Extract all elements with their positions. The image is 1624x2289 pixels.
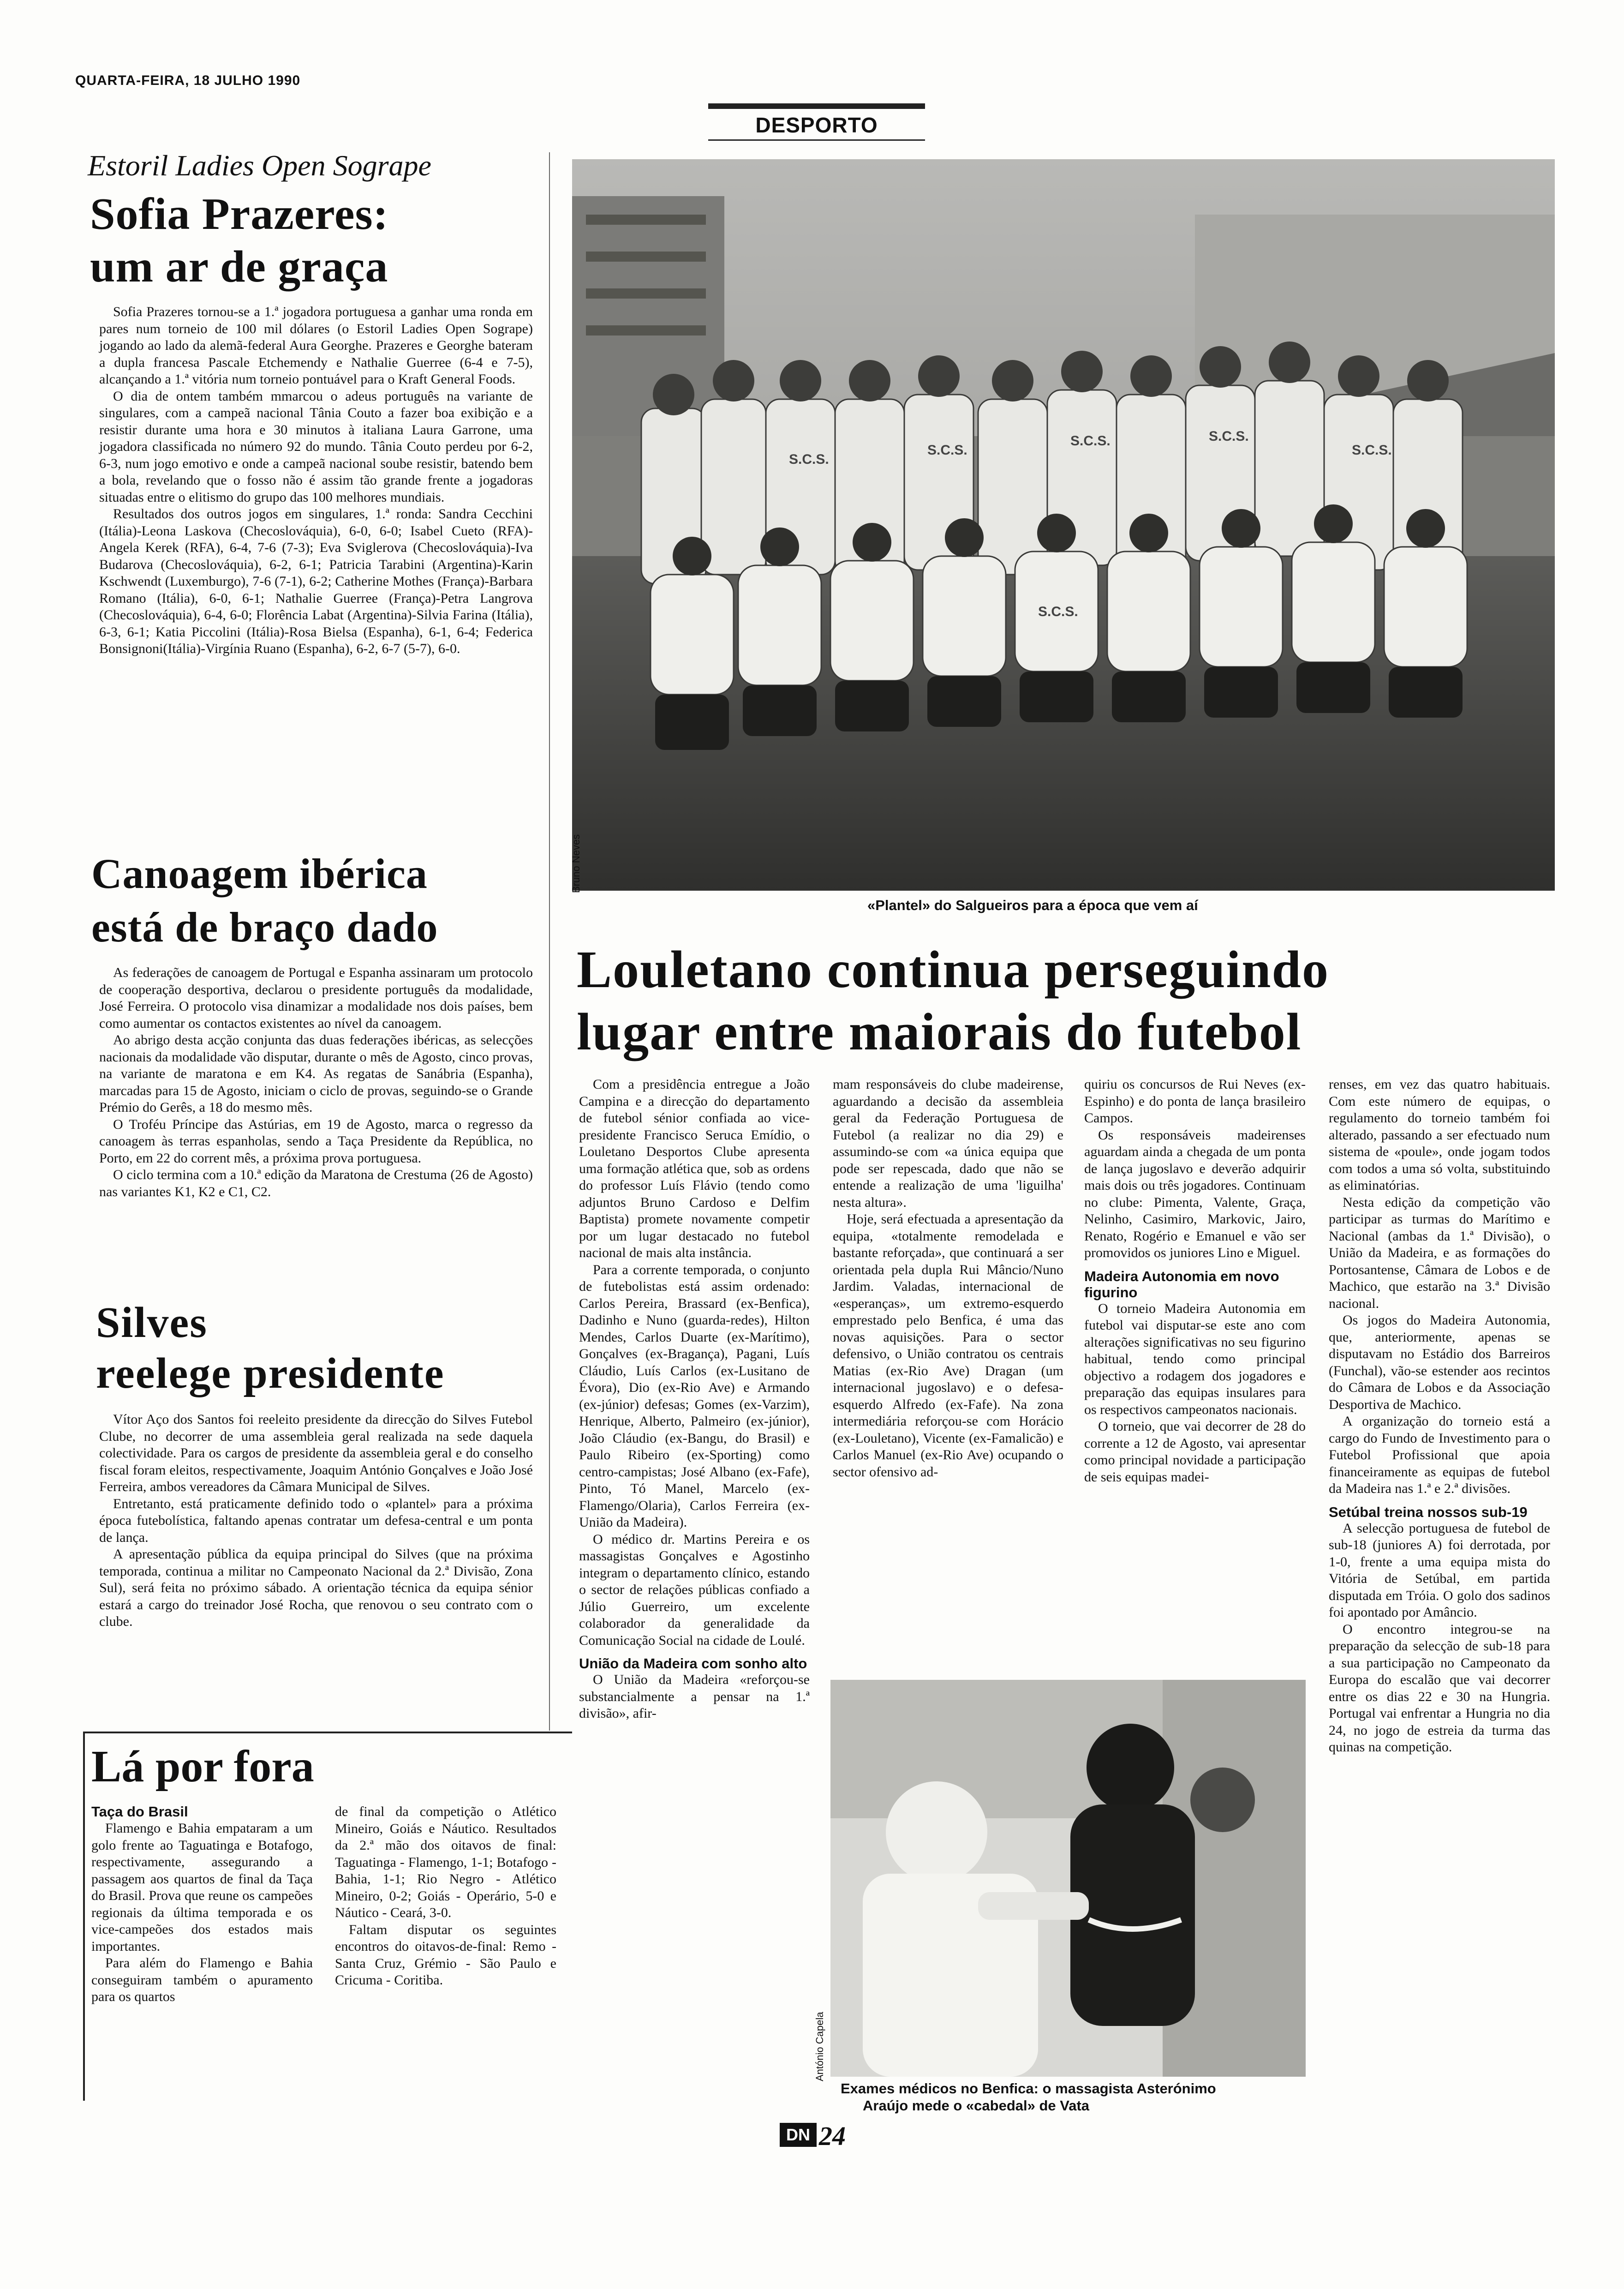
section-rule-bottom xyxy=(708,139,925,141)
louletano-col1 xyxy=(579,1076,810,1722)
louletano-p3: O médico dr. Martins Pereira e os massagistas Gonçalves e Agostinho integram o departamento clínico, estando o sector de relações públicas confiado a Júlio Guerreiro, um excelente colaborador da generalidade da Comunicação Social na cidade de Loulé. xyxy=(579,1531,810,1648)
silves-article xyxy=(99,1411,533,1630)
madeira-autonomia-subhead: Madeira Autonomia em novo figurino xyxy=(1084,1268,1279,1300)
la-por-fora-rule-left xyxy=(83,1732,85,2101)
salgueiros-team-photo xyxy=(572,159,1555,891)
la-por-fora-p4: Faltam disputar os seguintes encontros do oitavos-de-final: Remo - Santa Cruz, Grémio - São Paulo e Cricuma - Coritiba. xyxy=(335,1922,556,1988)
louletano-col3-p1: quiriu os concursos de Rui Neves (ex-Espinho) e do ponta de lança brasileiro Campos. xyxy=(1084,1077,1306,1126)
canoagem-p4: O ciclo termina com a 10.ª edição da Maratona de Crestuma (26 de Agosto) nas variantes K1, K2 e C1, C2. xyxy=(99,1167,533,1199)
benfica-caption-2: Araújo mede o «cabedal» de Vata xyxy=(863,2097,1090,2114)
dateline: QUARTA-FEIRA, 18 JULHO 1990 xyxy=(75,73,301,88)
setubal-p2: O encontro integrou-se na preparação da selecção de sub-18 para a sua participação no Campeonato da Europa do escalão que vai decorrer entre os dias 22 e 30 na Hungria. Portugal vai enfrentar a Hungria no dia 24, no jogo de estreia da turma das quinas na competição. xyxy=(1329,1621,1550,1755)
la-por-fora-headline: Lá por fora xyxy=(91,1742,314,1792)
estoril-kicker: Estoril Ladies Open Sogrape xyxy=(88,149,431,182)
la-por-fora-p2: Para além do Flamengo e Bahia conseguiram também o apuramento para os quartos xyxy=(91,1955,313,2004)
silves-p3: A apresentação pública da equipa principal do Silves (que na próxima temporada, continua a militar no Campeonato Nacional da 2.ª Divisão, Zona Sul), será feita no próximo sábado. A orientação técnica da equipa sénior estará a cargo do treinador José Rocha, que renovou o seu contrato com o clube. xyxy=(99,1546,533,1629)
canoagem-p1: As federações de canoagem de Portugal e Espanha assinaram um protocolo de cooperação desportiva, declarou o presidente português da modalidade, José Ferreira. O protocolo visa dinamizar a modalidade nos dois países, bem como aumentar os contactos existentes ao nível da canoagem. xyxy=(99,965,533,1031)
benfica-photo-credit: António Capela xyxy=(814,2012,825,2081)
jersey-label: S.C.S. xyxy=(1038,604,1078,619)
louletano-p1: Com a presidência entregue a João Campina e a direcção do departamento de futebol sénior confiada ao vice-presidente Francisco Seruca Emídio, o Louletano Desportos Clube apresenta uma formação atlética que, sob as ordens do professor Luís Flávio (tendo como adjuntos Bruno Cardoso e Delfim Baptista) promete novamente competir por um lugar destacado no futebol nacional de mais alta instância. xyxy=(579,1077,810,1260)
madeira-p2: O torneio, que vai decorrer de 28 do corrente a 12 de Agosto, vai apresentar como principal novidade a participação de seis equipas madei- xyxy=(1084,1419,1306,1485)
silves-p2: Entretanto, está praticamente definido todo o «plantel» para a próxima época futebolística, faltando apenas contratar um defesa-central e um ponta de lança. xyxy=(99,1496,533,1545)
team-photo-image xyxy=(572,159,1555,891)
benfica-caption-1: Exames médicos no Benfica: o massagista Asterónimo xyxy=(841,2080,1216,2097)
setubal-subhead: Setúbal treina nossos sub-19 xyxy=(1329,1504,1528,1520)
main-photo-credit: Bruno Neves xyxy=(570,834,582,893)
louletano-p2: Para a corrente temporada, o conjunto de futebolistas está assim ordenado: Carlos Pereira, Brassard (ex-Benfica), Dadinho e Nuno (guarda-redes), Hilton Mendes, Carlos Duarte (ex-Marítimo), Gonçalves (ex-Bragança), Pagani, Luís Cláudio, Luís Carlos (ex-Lusitano de Évora), Dio (ex-Rio Ave) e Armando (ex-júnior) defesas; Gomes (ex-Varzim), Henrique, Alberto, Palmeiro (ex-júnior), João Cláudio (ex-Bangu, do Brasil) e Paulo Ribeiro (ex-Sporting) como centro-campistas; José Albano (ex-Fafe), Pinto, Tó Manel, Marcelo (ex-Flamengo/Olaria), Carlos Ferreira (ex-União da Madeira). xyxy=(579,1262,810,1530)
estoril-headline-1: Sofia Prazeres: xyxy=(90,189,389,239)
col4-p1: renses, em vez das quatro habituais. Com este número de equipas, o regulamento do torneio também foi alterado, passando a ser efectuado num sistema de «poule», onde jogam todos com todos a uma só volta, substituindo as eliminatórias. xyxy=(1329,1077,1550,1193)
louletano-col4 xyxy=(1329,1076,1550,1756)
la-por-fora-rule xyxy=(83,1732,572,1733)
main-photo-caption: «Plantel» do Salgueiros para a época que vem aí xyxy=(867,897,1198,913)
jersey-label: S.C.S. xyxy=(927,443,967,458)
col4-p3: Os jogos do Madeira Autonomia, que, anteriormente, apenas se disputavam no Estádio dos Barreiros (Funchal), vão-se estender aos recintos do Câmara de Lobos e da Associação Desportiva de Machico. xyxy=(1329,1312,1550,1412)
la-por-fora-col2 xyxy=(335,1804,556,1989)
uniao-madeira-p1: O União da Madeira «reforçou-se substancialmente a pensar na 1.ª divisão», afir- xyxy=(579,1672,810,1721)
benfica-exam-photo xyxy=(830,1680,1306,2077)
uniao-madeira-subhead: União da Madeira com sonho alto xyxy=(579,1655,807,1672)
section-rule-top xyxy=(708,103,925,109)
louletano-col3-p2: Os responsáveis madeirenses aguardam ainda a chegada de um ponta de lança jugoslavo e deverão adquirir mais dois ou três jogadores. Continuam no clube: Pimenta, Valente, Graça, Nelinho, Casimiro, Markovic, Jairo, Renato, Rogério e Emanuel e vão ser promovidos os juniores Lino e Miguel. xyxy=(1084,1127,1306,1260)
louletano-col2 xyxy=(833,1076,1063,1480)
col4-p2: Nesta edição da competição vão participar as turmas do Marítimo e Nacional (ambas da 1.ª Divisão), o União da Madeira, e as formações do Portosantense, Câmara de Lobos e de Machico, que estarão na 3.ª Divisão nacional. xyxy=(1329,1194,1550,1311)
louletano-headline-2: lugar entre maiorais do futebol xyxy=(577,1002,1302,1061)
jersey-label: S.C.S. xyxy=(1209,429,1249,444)
silves-p1: Vítor Aço dos Santos foi reeleito presidente da direcção do Silves Futebol Clube, no decorrer de uma assembleia geral realizada na sede daquela colectividade. Para os cargos de presidente da assembleia geral e do conselho fiscal foram eleitos, respectivamente, Joaquim António Gonçalves e João José Ferreira, ambos vereadores da Câmara Municipal de Silves. xyxy=(99,1412,533,1494)
jersey-label: S.C.S. xyxy=(789,452,829,467)
silves-headline-2: reelege presidente xyxy=(96,1349,445,1397)
dn-logo: DN xyxy=(780,2123,817,2147)
la-por-fora-p3: de final da competição o Atlético Mineiro, Goiás e Náutico. Resultados da 2.ª mão dos oitavos de final: Taguatinga - Flamengo, 1-1; Botafogo - Bahia, 1-1; Rio Negro - Atlético Mineiro, 0-2; Goiás - Operário, 5-0 e Náutico - Ceará, 3-0. xyxy=(335,1804,556,1920)
canoagem-headline-2: está de braço dado xyxy=(91,904,438,951)
taca-brasil-subhead: Taça do Brasil xyxy=(91,1804,188,1820)
louletano-col2-p1: mam responsáveis do clube madeirense, aguardando a decisão da assembleia geral da Federação Portuguesa de Futebol (a realizar no dia 29) e assumindo-se com «a única equipa que pode ser repescada, dado que não se entende a realização de uma 'liguilha' nesta altura». xyxy=(833,1077,1063,1210)
silves-headline-1: Silves xyxy=(96,1299,208,1347)
estoril-headline-2: um ar de graça xyxy=(90,242,388,292)
louletano-col3 xyxy=(1084,1076,1306,1486)
jersey-label: S.C.S. xyxy=(1070,433,1111,449)
col4-p4: A organização do torneio está a cargo do Fundo de Investimento para o Futebol Profissional que apoia financeiramente as equipas de futebol da Madeira nas 1.ª e 2.ª divisões. xyxy=(1329,1414,1550,1496)
setubal-p1: A selecção portuguesa de futebol de sub-18 (juniores A) foi derrotada, por 1-0, frente a uma equipa mista do Vitória de Setúbal, em partida disputada em Tróia. O golo dos sadinos foi apontado por Amâncio. xyxy=(1329,1520,1550,1620)
canoagem-p3: O Troféu Príncipe das Astúrias, em 19 de Agosto, marca o regresso da canoagem às terras espanholas, sendo a Taça Presidente da República, no Porto, em 22 do corrent mês, a próxima prova portuguesa. xyxy=(99,1116,533,1166)
canoagem-headline-1: Canoagem ibérica xyxy=(91,850,428,897)
estoril-p2: O dia de ontem também mmarcou o adeus português na variante de singulares, com a campeã nacional Tânia Couto a fazer boa exibição e a resistir durante uma hora e 30 minutos à italiana Laura Garrone, uma jogadora classificada no número 92 do mundo. Tânia Couto perdeu por 6-2, 6-3, num jogo emotivo e onde a campeã nacional soube resistir, batendo bem a bola, revelando que o fosso não é assim tão grande frente a jogadoras situadas entre o elitismo do grupo das 100 melhores mundiais. xyxy=(99,388,533,505)
estoril-p3: Resultados dos outros jogos em singulares, 1.ª ronda: Sandra Cecchini (Itália)-Leona Laskova (Checoslováquia), 6-0, 6-0; Isabel Cueto (RFA)-Angela Kerek (RFA), 6-4, 7-6 (7-3); Eva Sviglerova (Checoslováquia)-Iva Budarova (Checoslováquia), 6-2, 6-1; Patricia Tarabini (Argentina)-Karin Kschwendt (Luxemburgo), 7-6 (7-1), 6-2; Catherine Mothes (França)-Barbara Romano (Itália), 6-0, 6-1; Nathalie Guerree (França)-Petra Langrova (Checoslováquia), 6-4, 6-0; Florência Labat (Argentina)-Silvia Farina (Itália), 6-3, 6-1; Katia Piccolini (Itália)-Rosa Bielsa (Espanha), 6-1, 6-4; Federica Bonsignoni(Itália)-Virgínia Ruano (Espanha), 6-2, 6-7 (5-7), 6-0. xyxy=(99,506,533,656)
la-por-fora-col1 xyxy=(91,1820,313,2006)
louletano-headline-1: Louletano continua perseguindo xyxy=(577,940,1329,999)
canoagem-p2: Ao abrigo desta acção conjunta das duas federações ibéricas, as selecções nacionais da modalidade vão disputar, durante o mês de Agosto, cinco provas, na variante de maratona e em K4. As regatas de Sanábria (Espanha), marcadas para 15 de Agosto, iniciam o ciclo de provas, seguindo-se o Grande Prémio do Gerês, a 18 do mesmo mês. xyxy=(99,1032,533,1115)
benfica-photo-image xyxy=(830,1680,1306,2077)
louletano-col2-p2: Hoje, será efectuada a apresentação da equipa, «totalmente remodelada e bastante reforçada», que continuará a ser orientada pela dupla Rui Mâncio/Nuno Jardim. Valadas, internacional de «esperanças», um extremo-esquerdo emprestado pelo Benfica, é uma das novas aquisições. Para o sector defensivo, o União contratou os centrais Matias (ex-Rio Ave) Dragan (um internacional jugoslavo) e o defesa-esquerdo Alfredo (ex-Fafe). Na zona intermediária reforçou-se com Horácio (ex-Louletano), Vicente (ex-Famalicão) e Carlos Manuel (ex-Rio Ave) ocupando o sector ofensivo ad- xyxy=(833,1211,1063,1480)
page-number: 24 xyxy=(819,2121,846,2151)
madeira-p1: O torneio Madeira Autonomia em futebol vai disputar-se este ano com alterações significativas no seu figurino habitual, tendo como principal objectivo a rodagem dos jogadores e preparação das equipas insulares para os respectivos campeonatos nacionais. xyxy=(1084,1300,1306,1417)
canoagem-article xyxy=(99,965,533,1200)
jersey-label: S.C.S. xyxy=(1352,443,1392,458)
estoril-article xyxy=(99,304,533,658)
section-label: DESPORTO xyxy=(755,113,878,137)
column-divider xyxy=(549,152,550,1731)
estoril-p1: Sofia Prazeres tornou-se a 1.ª jogadora portuguesa a ganhar uma ronda em pares num torneio de 100 mil dólares (o Estoril Ladies Open Sogrape) jogando ao lado da alemã-federal Aura Georghe. Prazeres e Georghe bateram a dupla francesa Pascale Etchemendy e Nathalie Guerree (6-4 e 7-5), alcançando a 1.ª vitória num torneio pontuável para o Kraft General Foods. xyxy=(99,304,533,387)
la-por-fora-p1: Flamengo e Bahia empataram a um golo frente ao Taguatinga e Botafogo, respectivamente, assegurando a passagem aos quartos de final da Taça do Brasil. Prova que reune os campeões regionais da última temporada e os vice-campeões dos estados mais importantes. xyxy=(91,1821,313,1954)
